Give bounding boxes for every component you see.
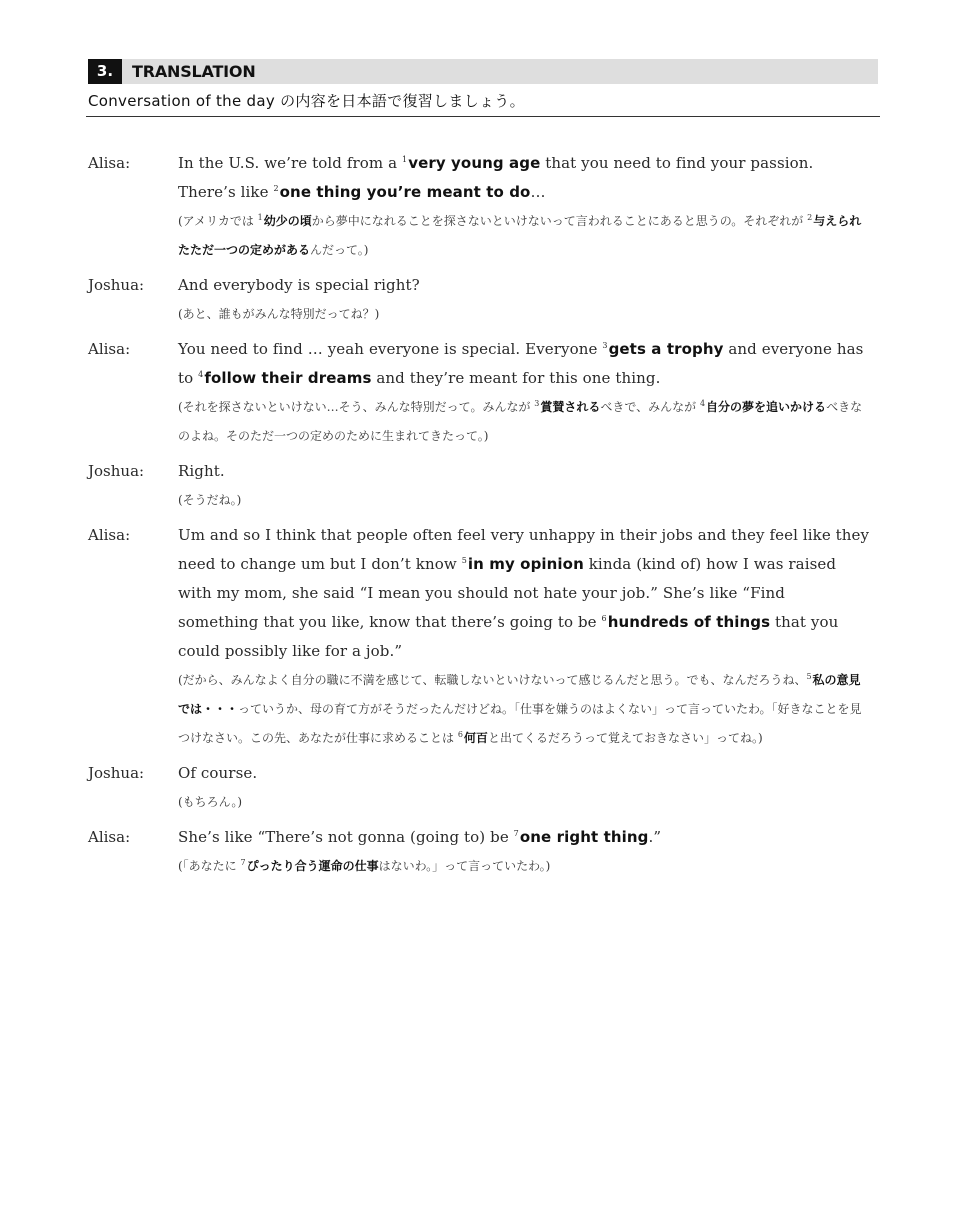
english-line xyxy=(178,149,870,207)
dialogue-turn xyxy=(88,271,870,329)
text-segment: that you need to find your passion. There’s like xyxy=(178,154,814,201)
section-subtitle: Conversation of the day の内容を日本語で復習しましょう。 xyxy=(88,92,525,110)
footnote-number: 5 xyxy=(806,672,812,681)
text-segment: … xyxy=(530,183,546,201)
text-segment: っていうか、母の育て方がそうだったんだけどね。「仕事を嫌うのはよくない」って言っていたわ。「好きなことを見つけなさい。この先、あなたが仕事に求めることは xyxy=(178,702,862,745)
text-segment: はないわ。」って言っていたわ。) xyxy=(378,859,551,873)
text-segment: Right. xyxy=(178,462,225,480)
footnote-number: 1 xyxy=(401,155,408,164)
footnote-number: 3 xyxy=(534,399,540,408)
key-phrase: in my opinion xyxy=(467,555,584,573)
key-phrase: one right thing xyxy=(519,828,649,846)
key-phrase: 幼少の頃 xyxy=(263,214,312,228)
footnote-number: 7 xyxy=(513,829,519,838)
english-line xyxy=(178,271,870,300)
key-phrase: gets a trophy xyxy=(608,340,724,358)
english-line xyxy=(178,457,870,486)
text-segment: んだって。) xyxy=(310,243,369,257)
text-segment: べきなのよね。そのただ一つの定めのために生まれてきたって。) xyxy=(178,400,863,443)
footnote-number: 6 xyxy=(457,730,463,739)
footnote-number: 5 xyxy=(461,556,467,565)
japanese-translation xyxy=(178,852,870,881)
dialogue-list xyxy=(88,149,870,887)
english-line xyxy=(178,521,870,666)
footnote-number: 2 xyxy=(273,184,279,193)
text-segment: (そうだね。) xyxy=(178,493,242,507)
japanese-translation xyxy=(178,207,870,265)
english-line xyxy=(178,759,870,788)
section-number: 3. xyxy=(88,59,122,84)
speaker-name: Joshua: xyxy=(88,764,145,782)
key-phrase: hundreds of things xyxy=(607,613,771,631)
key-phrase: 自分の夢を追いかける xyxy=(706,400,827,414)
text-segment: .” xyxy=(648,828,662,846)
text-segment: You need to find … yeah everyone is special. Everyone xyxy=(178,340,603,358)
text-segment: and they’re meant for this one thing. xyxy=(371,369,661,387)
dialogue-turn xyxy=(88,149,870,265)
key-phrase: 与えられたただ一つの定めがある xyxy=(178,214,862,257)
text-segment: that you could possibly like for a job.” xyxy=(178,613,839,660)
footnote-number: 2 xyxy=(807,213,813,222)
dialogue-turn xyxy=(88,823,870,881)
text-segment: (あと、誰もがみんな特別だってね？) xyxy=(178,307,380,321)
speaker-name: Alisa: xyxy=(88,828,131,846)
text-segment: (それを探さないといけない…そう、みんな特別だって。みんなが xyxy=(178,400,535,414)
text-segment: kinda (kind of) how I was raised with my mom, she said “I mean you should not hate your job.” She’s like “Find something that you like, know that there’s going to be xyxy=(178,555,837,631)
dialogue-turn xyxy=(88,759,870,817)
text-segment: And everybody is special right? xyxy=(178,276,420,294)
dialogue-turn xyxy=(88,521,870,753)
english-line xyxy=(178,823,870,852)
key-phrase: 賞賛される xyxy=(540,400,601,414)
text-segment: Um and so I think that people often feel very unhappy in their jobs and they feel like they need to change um but I don’t know xyxy=(178,526,870,573)
footnote-number: 1 xyxy=(257,213,263,222)
footnote-number: 4 xyxy=(198,370,204,379)
footnote-number: 7 xyxy=(240,858,246,867)
english-line xyxy=(178,335,870,393)
key-phrase: 何百 xyxy=(463,731,488,745)
key-phrase: 私の意見では・・・ xyxy=(178,673,861,716)
key-phrase: ぴったり合う運命の仕事 xyxy=(246,859,379,873)
text-segment: In the U.S. we’re told from a xyxy=(178,154,402,172)
section-title: TRANSLATION xyxy=(132,62,256,81)
japanese-translation xyxy=(178,393,870,451)
text-segment: (もちろん。) xyxy=(178,795,243,809)
text-segment: (だから、みんなよく自分の職に不満を感じて、転職しないといけないって感じるんだと思う。でも、なんだろうね、 xyxy=(178,673,807,687)
text-segment: べきで、みんなが xyxy=(600,400,700,414)
header-divider xyxy=(86,116,880,117)
text-segment: から夢中になれることを探さないといけないって言われることにあると思うの。それぞれが xyxy=(311,214,808,228)
footnote-number: 3 xyxy=(602,341,608,350)
footnote-number: 4 xyxy=(699,399,706,408)
text-segment: と出てくるだろうって覚えておきなさい」ってね。) xyxy=(487,731,763,745)
section-header xyxy=(88,59,878,84)
japanese-translation xyxy=(178,300,870,329)
dialogue-turn xyxy=(88,457,870,515)
dialogue-turn xyxy=(88,335,870,451)
key-phrase: very young age xyxy=(408,154,541,172)
speaker-name: Joshua: xyxy=(88,276,145,294)
speaker-name: Alisa: xyxy=(88,154,131,172)
japanese-translation xyxy=(178,666,870,753)
speaker-name: Joshua: xyxy=(88,462,145,480)
japanese-translation xyxy=(178,788,870,817)
footnote-number: 6 xyxy=(601,614,607,623)
key-phrase: follow their dreams xyxy=(204,369,372,387)
text-segment: (アメリカでは xyxy=(178,214,258,228)
text-segment: She’s like “There’s not gonna (going to) be xyxy=(178,828,514,846)
text-segment: and everyone has to xyxy=(178,340,864,387)
japanese-translation xyxy=(178,486,870,515)
speaker-name: Alisa: xyxy=(88,526,131,544)
text-segment: (「あなたに xyxy=(178,859,241,873)
key-phrase: one thing you’re meant to do xyxy=(279,183,531,201)
speaker-name: Alisa: xyxy=(88,340,131,358)
text-segment: Of course. xyxy=(178,764,258,782)
